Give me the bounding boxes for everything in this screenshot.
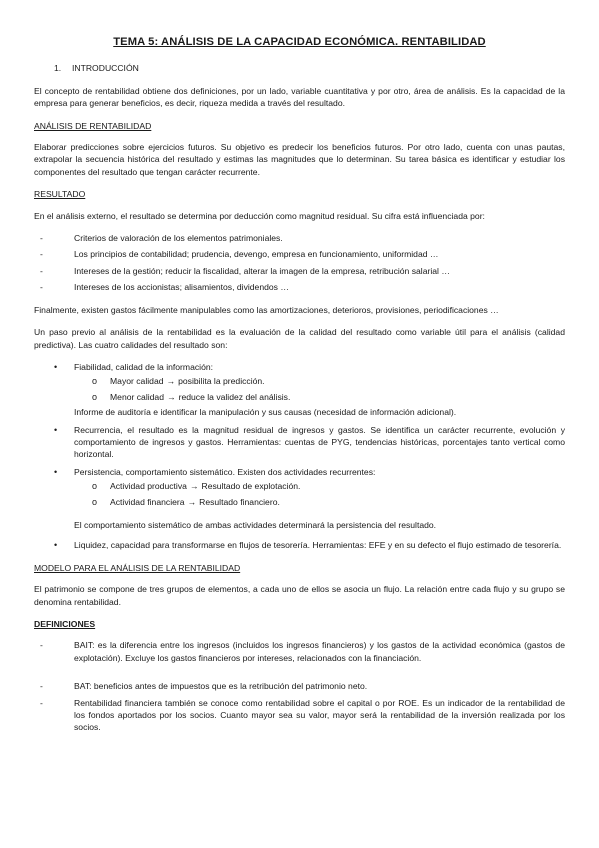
- dash-marker: -: [40, 265, 43, 276]
- circle-marker-icon: o: [92, 496, 98, 507]
- persistencia-sublist: [74, 480, 565, 508]
- list-item-bait: [34, 639, 565, 664]
- bullet-icon: •: [54, 424, 58, 435]
- sub-item-desc: reduce la validez del análisis.: [178, 391, 291, 402]
- sub-item-term: Menor calidad: [110, 391, 164, 402]
- dash-marker: -: [40, 697, 43, 708]
- dash-marker: -: [40, 233, 43, 244]
- section-heading-text: INTRODUCCIÓN: [72, 63, 139, 74]
- sub-item-term: Mayor calidad: [110, 376, 164, 387]
- list-item-text: BAIT: es la diferencia entre los ingresos (incluidos los ingresos financieros) y los gastos de la actividad económica (gastos de explotación). Excluye los gastos financieros por intereses, relacionados con la financiación.: [74, 640, 565, 663]
- sub-item-term: Actividad productiva: [110, 481, 187, 492]
- section-heading-introduccion: [34, 62, 565, 74]
- sub-list-item: [74, 375, 565, 387]
- sub-item-desc: posibilita la predicción.: [178, 376, 265, 387]
- analisis-paragraph: Elaborar predicciones sobre ejercicios futuros. Su objetivo es predecir los beneficios futuros. Por otro lado, cuenta con unas pautas, extrapolar la secuencia histórica del resultado y estimas las magnitudes que lo determinan. Su tarea básica es identificar y estudiar los componentes del resultado que tengan carácter recurrente.: [34, 142, 565, 177]
- sub-item-desc: Resultado de explotación.: [201, 481, 301, 492]
- fiabilidad-sublist: [74, 375, 565, 403]
- arrow-right-icon: →: [189, 481, 199, 492]
- bullet-icon: •: [54, 361, 58, 372]
- list-item-liquidez: [34, 539, 565, 551]
- list-item-text: Rentabilidad financiera también se conoce como rentabilidad sobre el capital o por ROE. Es un indicador de la rentabilidad de los fondos aportados por los socios. Cuanto mayor sea su valor, mayor será la rentabilidad de la inversión realizada por los socios.: [74, 697, 565, 733]
- fiabilidad-label: Fiabilidad, calidad de la información:: [74, 361, 214, 372]
- sub-item-desc: Resultado financiero.: [199, 496, 280, 507]
- list-item: [34, 232, 565, 244]
- list-item-text: Intereses de la gestión; reducir la fiscalidad, alterar la imagen de la empresa, retribución salarial …: [74, 265, 450, 276]
- finalmente-paragraph: Finalmente, existen gastos fácilmente manipulables como las amortizaciones, deterioros, provisiones, periodificaciones …: [34, 304, 499, 315]
- circle-marker-icon: o: [92, 376, 98, 387]
- persistencia-label: Persistencia, comportamiento sistemático. Existen dos actividades recurrentes:: [74, 466, 376, 477]
- dash-marker: -: [40, 640, 43, 651]
- section-number: 1.: [54, 63, 62, 74]
- list-item-persistencia: [34, 466, 565, 532]
- resultado-list: [34, 232, 565, 294]
- section-heading-analisis: ANÁLISIS DE RENTABILIDAD: [34, 120, 152, 131]
- calidades-list: [34, 361, 565, 552]
- dash-marker: -: [40, 249, 43, 260]
- section-heading-definiciones: DEFINICIONES: [34, 619, 96, 629]
- circle-marker-icon: o: [92, 481, 98, 492]
- list-item-text: BAT: beneficios antes de impuestos que es la retribución del patrimonio neto.: [74, 681, 368, 692]
- list-item-fiabilidad: [34, 361, 565, 419]
- list-item: [34, 248, 565, 260]
- definiciones-list: [34, 639, 565, 733]
- dash-marker: -: [40, 681, 43, 692]
- list-item-text: Los principios de contabilidad; prudencia, devengo, empresa en funcionamiento, uniformidad …: [74, 249, 439, 260]
- bullet-icon: •: [54, 540, 58, 551]
- sub-list-item: [74, 391, 565, 403]
- document-page: [34, 36, 565, 744]
- bullet-icon: •: [54, 466, 58, 477]
- list-item-text: Criterios de valoración de los elementos patrimoniales.: [74, 233, 283, 244]
- list-item-bat: [34, 680, 565, 692]
- list-item-rentabilidad-financiera: [34, 697, 565, 734]
- sub-list-item: [74, 480, 565, 492]
- list-item: [34, 281, 565, 293]
- recurrencia-text: Recurrencia, el resultado es la magnitud residual de ingresos y gastos. Se identifica un carácter recurrente, evolución y comportamiento de ingresos y gastos. Herramientas: cuentas de PYG, tendencias históricas, porcentajes tanto vertical como horizontal.: [74, 424, 565, 460]
- dash-marker: -: [40, 282, 43, 293]
- circle-marker-icon: o: [92, 391, 98, 402]
- list-item-recurrencia: [34, 424, 565, 461]
- intro-paragraph: El concepto de rentabilidad obtiene dos definiciones, por un lado, variable cuantitativa y por otro, área de análisis. Es la capacidad de la empresa para generar beneficios, es decir, riqueza medida a través del resultado.: [34, 85, 565, 109]
- liquidez-text: Liquidez, capacidad para transformarse en flujos de tesorería. Herramientas: EFE y en su defecto el flujo estimado de tesorería.: [74, 540, 562, 551]
- fiabilidad-note: Informe de auditoría e identificar la manipulación y sus causas (necesidad de información adicional).: [74, 407, 457, 418]
- list-item-text: Intereses de los accionistas; alisamientos, dividendos …: [74, 282, 289, 293]
- section-heading-modelo: MODELO PARA EL ANÁLISIS DE LA RENTABILIDAD: [34, 562, 241, 573]
- arrow-right-icon: →: [187, 496, 197, 507]
- page-title: TEMA 5: ANÁLISIS DE LA CAPACIDAD ECONÓMICA. RENTABILIDAD: [113, 36, 486, 48]
- modelo-paragraph: El patrimonio se compone de tres grupos de elementos, a cada uno de ellos se asocia un flujo. La relación entre cada flujo y su grupo se denomina rentabilidad.: [34, 584, 565, 607]
- resultado-intro-paragraph: En el análisis externo, el resultado se determina por deducción como magnitud residual. Su cifra está influenciada por:: [34, 210, 485, 221]
- section-heading-resultado: RESULTADO: [34, 189, 86, 200]
- arrow-right-icon: →: [166, 391, 176, 402]
- sub-item-term: Actividad financiera: [110, 496, 185, 507]
- sub-list-item: [74, 496, 565, 508]
- list-item: [34, 265, 565, 277]
- paso-previo-paragraph: Un paso previo al análisis de la rentabilidad es la evaluación de la calidad del resultado como variable útil para el análisis (calidad predictiva). Las cuatro calidades del resultado son:: [34, 327, 565, 350]
- arrow-right-icon: →: [166, 376, 176, 387]
- persistencia-note: El comportamiento sistemático de ambas actividades determinará la persistencia del resultado.: [74, 519, 437, 530]
